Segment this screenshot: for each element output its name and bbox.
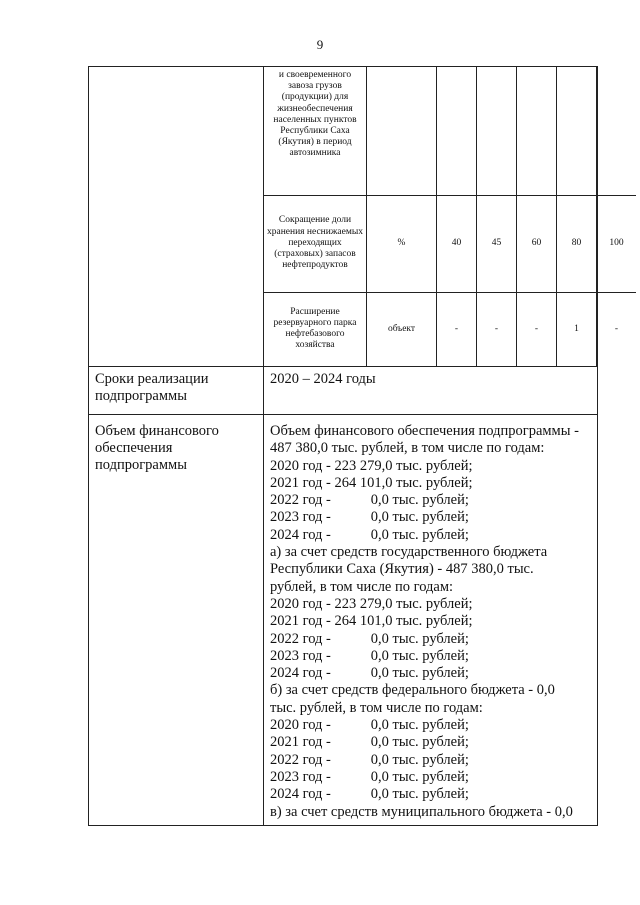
financing-line: 2024 год - 0,0 тыс. рублей; [270,665,469,682]
indicator-value-2022: 60 [517,195,557,292]
passport-table [88,66,624,826]
financing-line: 2022 год - 0,0 тыс. рублей; [270,492,469,509]
financing-line: 2022 год - 0,0 тыс. рублей; [270,751,469,768]
indicator-row [264,195,636,292]
financing-line: 2021 год - 264 101,0 тыс. рублей; [270,474,473,491]
indicator-name: и своевременного завоза грузов (продукции) для жизнеобеспечения населенных пунктов Республики Саха (Якутия) в период автозимника [264,67,367,195]
financing-line: 487 380,0 тыс. рублей, в том числе по годам: [270,440,545,457]
financing-line: Республики Саха (Якутия) - 487 380,0 тыс. [270,561,534,578]
indicators-cell [264,67,624,367]
financing-line: тыс. рублей, в том числе по годам: [270,699,483,716]
indicator-unit: объект [367,292,437,366]
financing-line: 2024 год - 0,0 тыс. рублей; [270,786,469,803]
financing-line: 2020 год - 223 279,0 тыс. рублей; [270,457,473,474]
financing-line: 2023 год - 0,0 тыс. рублей; [270,509,469,526]
financing-row [89,415,598,826]
indicator-value-2023: 80 [557,195,597,292]
financing-line: 2020 год - 223 279,0 тыс. рублей; [270,595,473,612]
financing-line: Объем финансового обеспечения подпрограммы - [270,423,579,439]
financing-line: а) за счет средств государственного бюджета [270,544,548,561]
financing-line: 2020 год - 0,0 тыс. рублей; [270,717,469,734]
indicator-value-2021: - [477,292,517,366]
financing-line: 2021 год - 264 101,0 тыс. рублей; [270,613,473,630]
indicator-value-2023 [557,67,597,195]
financing-label: Объем финансового обеспечения подпрограммы [89,415,264,826]
financing-line: б) за счет средств федерального бюджета - 0,0 [270,682,555,699]
financing-line: 2021 год - 0,0 тыс. рублей; [270,734,469,751]
financing-line: 2023 год - 0,0 тыс. рублей; [270,768,469,785]
indicator-value-2021: 45 [477,195,517,292]
indicator-value-2022 [517,67,557,195]
indicator-value-2024 [597,67,637,195]
indicators-label-cell [89,67,264,367]
indicators-row [89,67,598,367]
indicator-value-2023: 1 [557,292,597,366]
indicator-value-2024: - [597,292,637,366]
terms-row [89,367,598,415]
indicator-value-2020: 40 [437,195,477,292]
terms-value: 2020 – 2024 годы [264,367,598,415]
financing-line: рублей, в том числе по годам: [270,578,454,595]
terms-label: Сроки реализации подпрограммы [89,367,264,415]
financing-line: 2024 год - 0,0 тыс. рублей; [270,526,469,543]
indicator-value-2022: - [517,292,557,366]
indicator-unit [367,67,437,195]
indicator-value-2024: 100 [597,195,637,292]
page-number: 9 [316,37,324,52]
indicator-name: Расширение резервуарного парка нефтебазового хозяйства [273,306,357,351]
financing-line: в) за счет средств муниципального бюджета - 0,0 [270,803,573,820]
indicators-table [264,67,636,366]
financing-line: 2022 год - 0,0 тыс. рублей; [270,630,469,647]
indicator-value-2020 [437,67,477,195]
indicator-value-2020: - [437,292,477,366]
financing-text [264,415,598,826]
indicator-value-2021 [477,67,517,195]
indicator-row [264,292,636,366]
indicator-row [264,67,636,195]
financing-line: 2023 год - 0,0 тыс. рублей; [270,647,469,664]
indicator-unit: % [367,195,437,292]
indicator-name: Сокращение доли хранения неснижаемых переходящих (страховых) запасов нефтепродуктов [264,195,367,292]
